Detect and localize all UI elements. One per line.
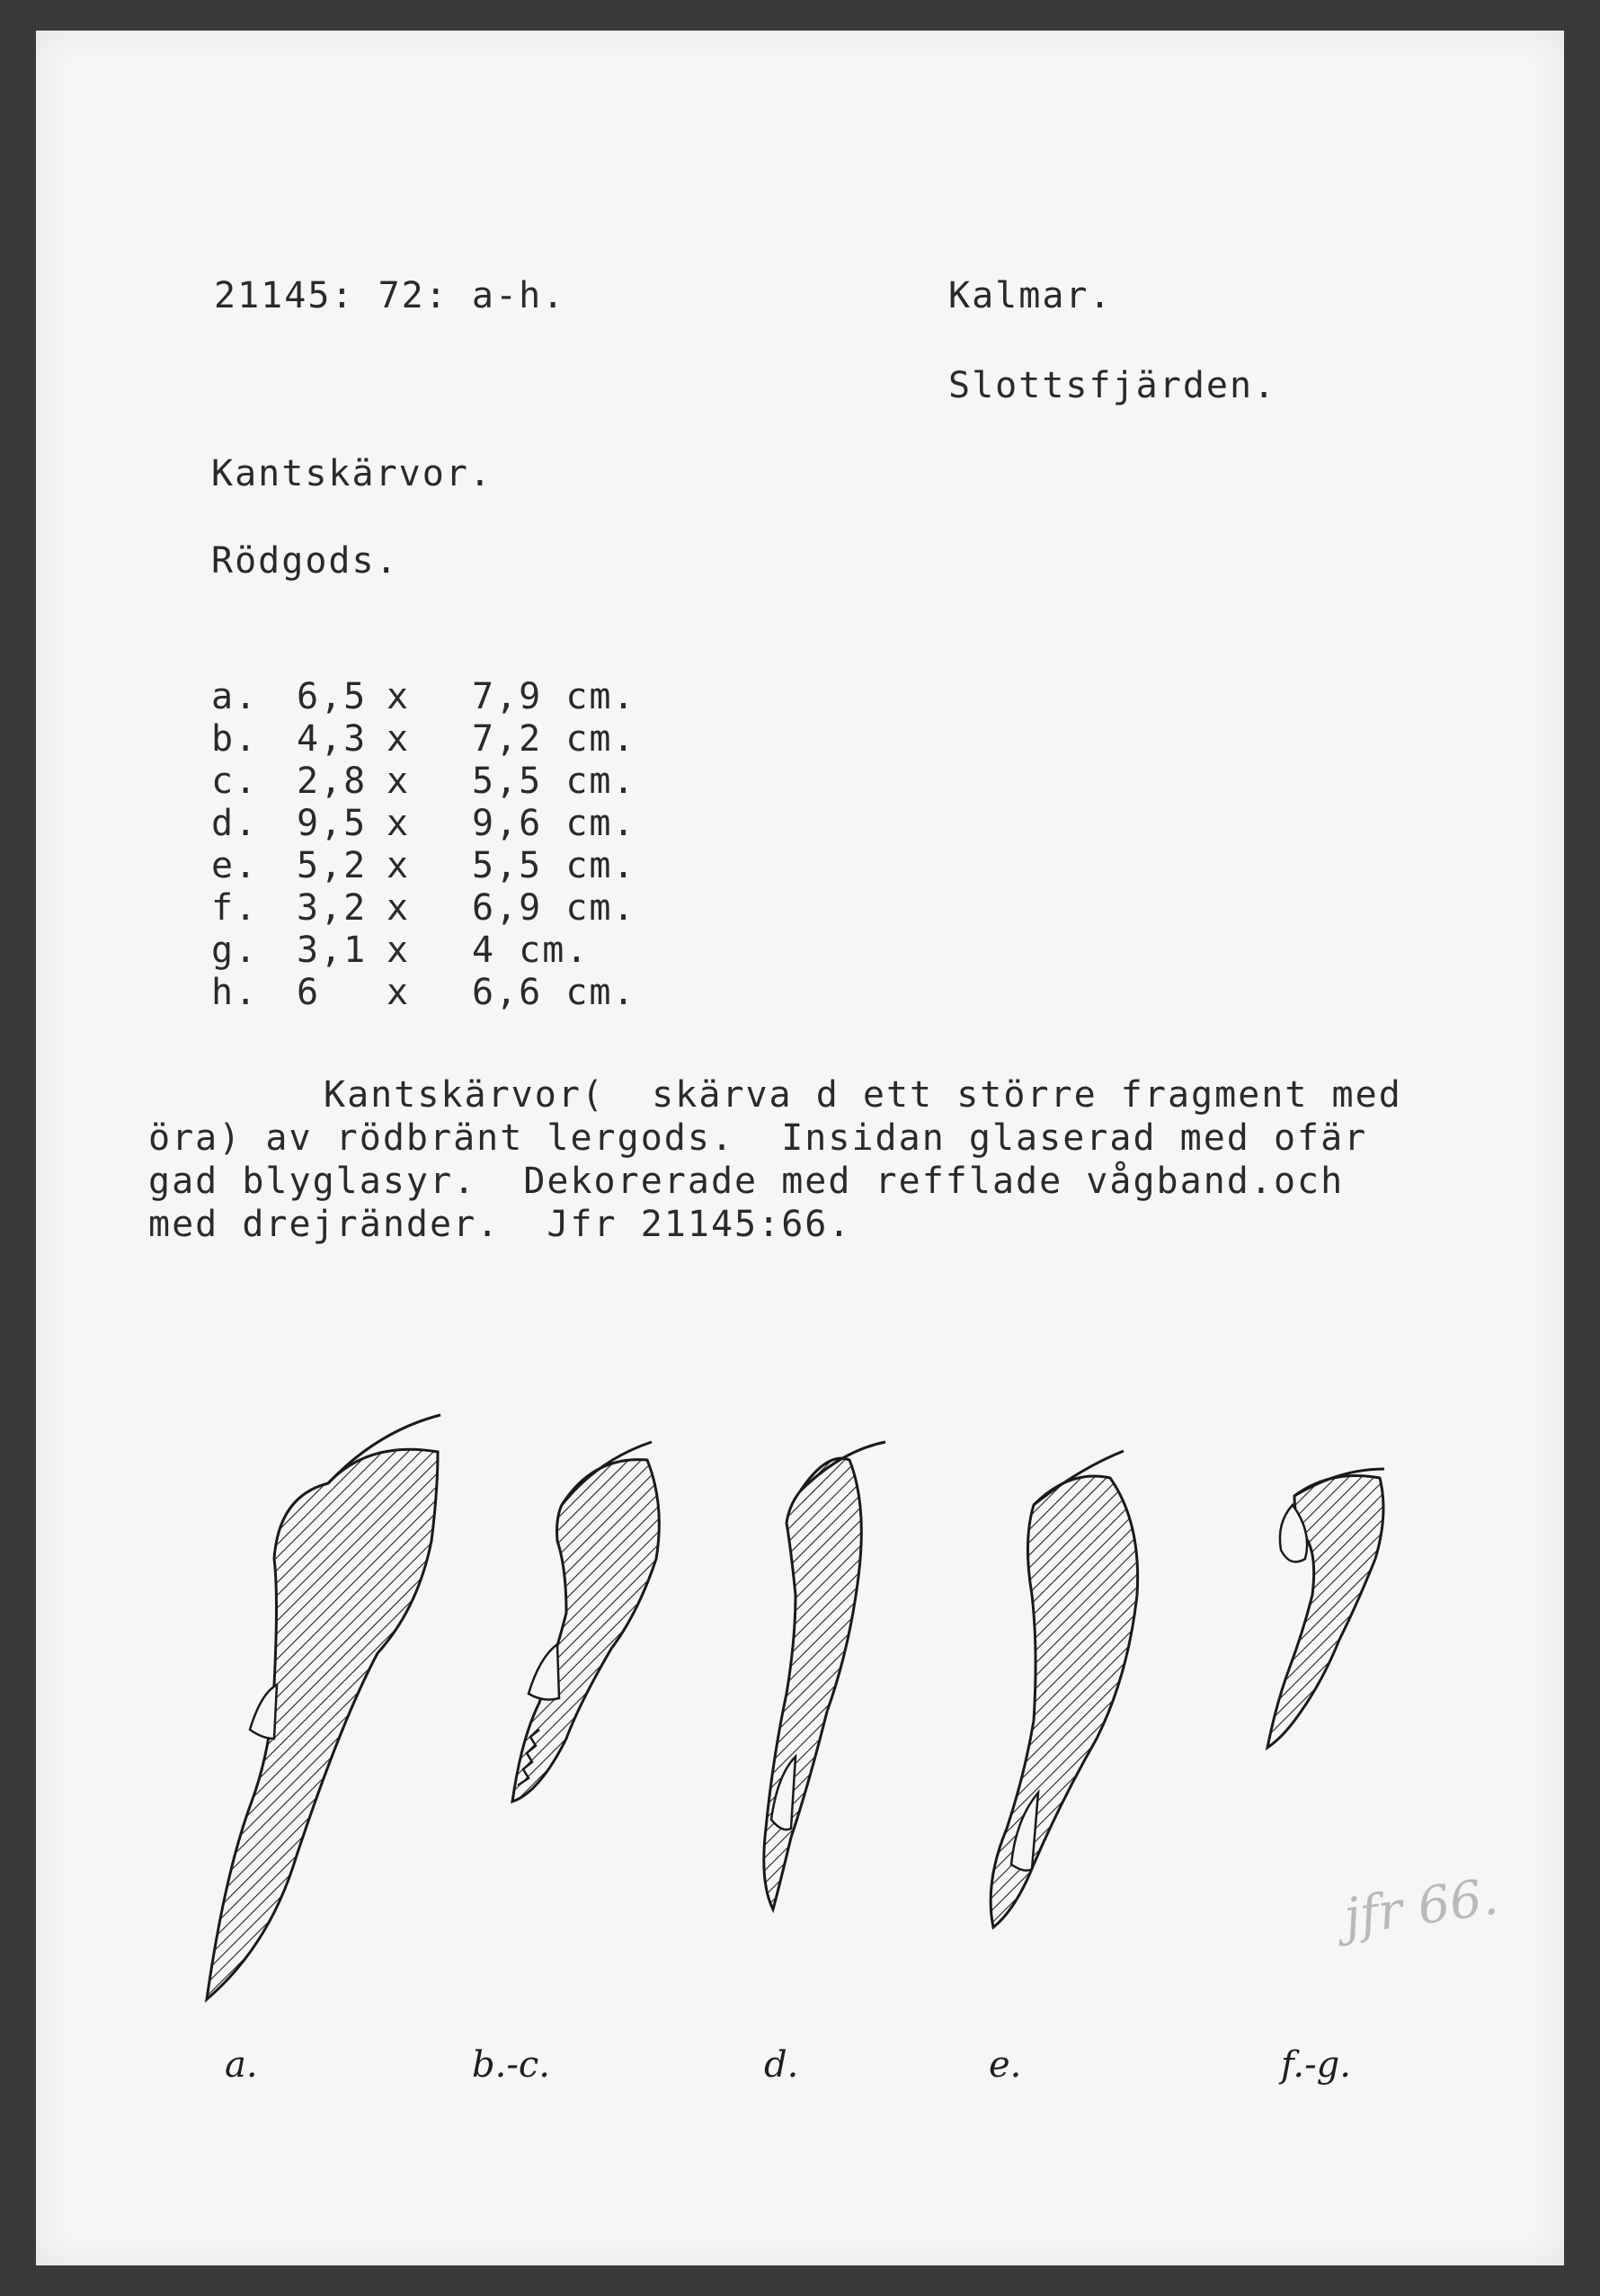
measurement-x: x <box>387 972 411 1013</box>
profile-e-drawing <box>991 1451 1137 1927</box>
caption-e: e. <box>989 2044 1022 2086</box>
caption-d: d. <box>764 2044 799 2086</box>
material: Rödgods. <box>211 540 399 582</box>
measurement-label: a. <box>211 676 259 717</box>
measurement-a: 3,1 <box>297 930 368 971</box>
measurement-b: 4 cm. <box>472 930 590 971</box>
measurement-label: f. <box>211 887 259 929</box>
caption-fg: f.-g. <box>1281 2044 1351 2086</box>
catalog-number: 21145: 72: a-h. <box>214 275 566 316</box>
measurement-x: x <box>387 676 411 717</box>
measurement-label: h. <box>211 972 259 1013</box>
description-line: Kantskärvor( skärva d ett större fragment med <box>324 1074 1402 1116</box>
caption-bc: b.-c. <box>472 2044 550 2086</box>
caption-a: a. <box>225 2044 258 2086</box>
measurement-b: 5,5 cm. <box>472 845 636 886</box>
measurement-x: x <box>387 930 411 971</box>
measurement-x: x <box>387 887 411 929</box>
object-type: Kantskärvor. <box>211 453 493 494</box>
measurement-a: 2,8 <box>297 761 368 802</box>
measurement-a: 3,2 <box>297 887 368 929</box>
measurement-a: 6 <box>297 972 321 1013</box>
description-line: gad blyglasyr. Dekorerade med refflade vågband.och <box>148 1161 1345 1202</box>
measurement-b: 7,9 cm. <box>472 676 636 717</box>
measurement-b: 5,5 cm. <box>472 761 636 802</box>
measurement-b: 6,6 cm. <box>472 972 636 1013</box>
measurement-a: 5,2 <box>297 845 368 886</box>
measurement-b: 6,9 cm. <box>472 887 636 929</box>
description-line: öra) av rödbränt lergods. Insidan glaserad med ofär <box>148 1117 1368 1159</box>
measurement-x: x <box>387 803 411 844</box>
profile-a-drawing <box>207 1415 440 1999</box>
site-name: Slottsfjärden. <box>948 365 1277 406</box>
profile-d-drawing <box>764 1442 885 1909</box>
description-line: med drejränder. Jfr 21145:66. <box>148 1204 852 1245</box>
measurement-x: x <box>387 761 411 802</box>
catalog-card <box>36 31 1564 2265</box>
profile-fg-drawing <box>1267 1469 1384 1748</box>
measurement-a: 4,3 <box>297 718 368 760</box>
measurement-label: b. <box>211 718 259 760</box>
measurement-a: 6,5 <box>297 676 368 717</box>
place-name: Kalmar. <box>948 275 1113 316</box>
measurement-label: c. <box>211 761 259 802</box>
measurement-label: e. <box>211 845 259 886</box>
pencil-annotation: jfr 66. <box>1340 1867 1502 1947</box>
profile-bc-drawing <box>512 1442 659 1802</box>
measurement-b: 7,2 cm. <box>472 718 636 760</box>
measurement-label: g. <box>211 930 259 971</box>
measurement-x: x <box>387 718 411 760</box>
measurement-x: x <box>387 845 411 886</box>
measurement-b: 9,6 cm. <box>472 803 636 844</box>
measurement-a: 9,5 <box>297 803 368 844</box>
sherd-profile-drawings <box>36 31 1564 2265</box>
measurement-label: d. <box>211 803 259 844</box>
